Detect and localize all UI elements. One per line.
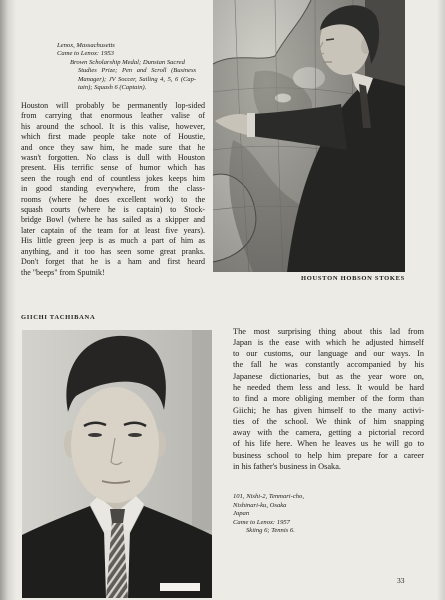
write-up-line: Giichi; he has given himself to the many activi- [233,405,424,415]
eye [128,433,142,437]
photo-label-sticker [160,583,200,591]
houston-honors-line: tain); Squash 6 (Captain). [78,84,147,92]
write-up-line: His little green jeep is as much a part of him as [21,236,205,246]
write-up-line: of his life here. When he leaves us he will go to [233,439,424,449]
houston-honors-line: Manager); JV Soccer, Sailing 4, 5, 6 (Cap- [78,75,196,83]
write-up-line: Houston will probably be permanently lop-sided [21,101,205,110]
giichi-name-heading: GIICHI TACHIBANA [21,314,96,321]
shirt-cuff [247,113,255,137]
houston-came-to-lenox: Came to Lenox: 1953 [57,50,114,58]
write-up-line: to find a more obliging member of the form than [233,394,424,404]
write-up-line: seen the rough end of countless jokes keeps him [21,173,205,183]
write-up-line: in good standing everywhere, from the class- [21,184,205,194]
write-up-line: to our customs, our language and our ways. In [233,349,424,359]
giichi-activities: Skiing 6; Tennis 6. [246,527,295,534]
write-up-line: bridge Bowl (where he has sailed as a skipper and [21,215,205,225]
door-frame [192,330,212,530]
giichi-address-line: Nishinari-ku, Osaka [233,501,287,509]
write-up-line: business school to help him prepare for a career [233,450,424,460]
write-up-line: squash courts (where he is captain) to Stock- [21,205,205,215]
binding-gutter-shadow [0,0,16,600]
giichi-address-line: 101, Nishi-2, Tenmari-cho, [233,493,305,500]
giichi-tachibana-photo [22,330,212,598]
eye [88,433,102,437]
houston-photo-frame [213,0,405,272]
write-up-line: Japanese dictionaries, but as the year wore on, [233,371,424,381]
write-up-line: from carrying that enormous leather valise of [21,111,205,121]
write-up-line: Don't forget that he is a ham and first heard [21,257,205,267]
giichi-photo-frame [22,330,212,598]
houston-honors-line: Studies Prize; Pen and Scroll (Business [78,67,196,75]
write-up-line: present. His terrific sense of humor which has [21,163,205,173]
write-up-line: rooms (where he does excellent work) to the [21,194,205,204]
tie-knot [110,509,125,523]
giichi-details [233,493,393,536]
write-up-line: anything, and it too has seen some great pranks. [21,246,205,256]
write-up-line: the "beeps" from Sputnik! [21,267,105,277]
eye [326,39,334,40]
page-edge-shadow [437,0,445,600]
write-up-line: in his father's business in Osaka. [233,462,341,472]
write-up-line: he needed them less and less. It would be hard [233,382,424,392]
write-up-line: later captain of the team for at least five years). [21,225,205,235]
write-up-line: The most surprising thing about this lad from [233,326,424,336]
houston-write-up [21,101,205,278]
write-up-line: the fall he was constantly accompanied by his [233,360,424,370]
write-up-line: and once they saw him, he made sure that he [21,142,205,152]
write-up-line: which first made people take note of Houstie, [21,132,205,142]
write-up-line: away with the camera, getting a pictorial record [233,428,424,438]
write-up-line: Japan is the ease with which he adjusted himself [233,337,424,347]
houston-name-caption: HOUSTON HOBSON STOKES [300,275,405,282]
write-up-line: ties of the school. We think of him snapping [233,416,424,426]
houston-stokes-photo [213,0,405,272]
face [71,387,159,503]
giichi-write-up [233,326,424,473]
giichi-came-to-lenox: Came to Lenox: 1957 [233,518,290,526]
giichi-address-line: Japan [233,510,250,517]
houston-details [57,42,199,92]
write-up-line: his around the school. It is this valise, however, [21,121,205,131]
houston-honors-line: Brown Scholarship Medal; Dunstan Sacred [70,58,185,66]
page-number: 33 [397,576,405,585]
write-up-line: wasn't forgotten. No class is dull with Houston [21,153,205,163]
houston-hometown: Lenox, Massachusetts [57,42,115,49]
